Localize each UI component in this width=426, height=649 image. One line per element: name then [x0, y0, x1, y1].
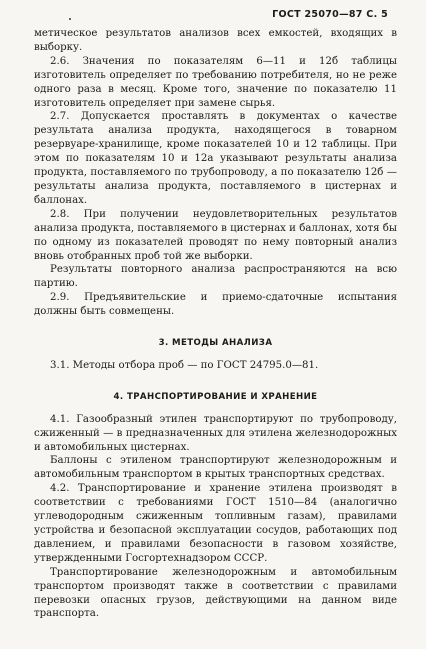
- paragraph-repeat-results: Результаты повторного анализа распространяются на всю партию.: [34, 264, 397, 290]
- paragraph-4-1: 4.1. Газообразный этилен транспортируют по трубопроводу, сжиженный — в предназначенных для этилена железнодорожных и автомобильных цистернах.: [34, 413, 397, 453]
- section-3-title: 3. МЕТОДЫ АНАЛИЗА: [158, 338, 273, 349]
- paragraph-continuation: метическое результатов анализов всех емкостей, входящих в выборку.: [34, 28, 397, 53]
- paragraph-transport-rules: Транспортирование железнодорожным и автомобильным транспортом производят также в соответствии с правилами перевозки опасных грузов, действующими на данном виде транспорта.: [34, 566, 397, 620]
- paragraph-cylinders: Баллоны с этиленом транспортируют железнодорожным и автомобильным транспортом в крытых транспортных средствах.: [34, 455, 397, 481]
- paragraph-3-1: 3.1. Методы отбора проб — по ГОСТ 24795.0—81.: [50, 359, 319, 371]
- paragraph-2-9: 2.9. Предъявительские и приемо-сдаточные испытания должны быть совмещены.: [34, 292, 397, 318]
- paragraph-4-2: 4.2. Транспортирование и хранение этилена производят в соответствии с требованиями ГОСТ 1510—84 (аналогично углеводородным сжиженным топливным газам), правилами устройства и безопасной эксплуатации сосудов, работающих под давлением, и правилами безопасности в газовом хозяйстве, утвержденными Госгортехнадзором СССР.: [34, 483, 397, 564]
- document-body: [34, 27, 397, 621]
- page-mark: [69, 18, 71, 20]
- paragraph-2-8: 2.8. При получении неудовлетворительных результатов анализа продукта, поставляемого в цистернах и баллонах, хотя бы по одному из показателей проводят по нему повторный анализ вновь отобранных проб той же выборки.: [34, 208, 397, 262]
- paragraph-2-7: 2.7. Допускается проставлять в документах о качестве результата анализа продукта, находящегося в товарном резервуаре-хранилище, кроме показателей 10 и 12 таблицы. При этом по показателям 10 и 12а указывают результаты анализа продукта, поставляемого по трубопроводу, а по показателю 12б — результаты анализа продукта, поставляемого в цистернах и баллонах.: [34, 111, 397, 206]
- section-4-title: 4. ТРАНСПОРТИРОВАНИЕ И ХРАНЕНИЕ: [113, 391, 318, 402]
- page-header: ГОСТ 25070—87 С. 5: [272, 9, 388, 20]
- paragraph-2-6: 2.6. Значения по показателям 6—11 и 12б таблицы изготовитель определяет по требованию потребителя, но не реже одного раза в месяц. Кроме того, значение по показателю 11 изготовитель определяет при замене сырья.: [34, 55, 397, 109]
